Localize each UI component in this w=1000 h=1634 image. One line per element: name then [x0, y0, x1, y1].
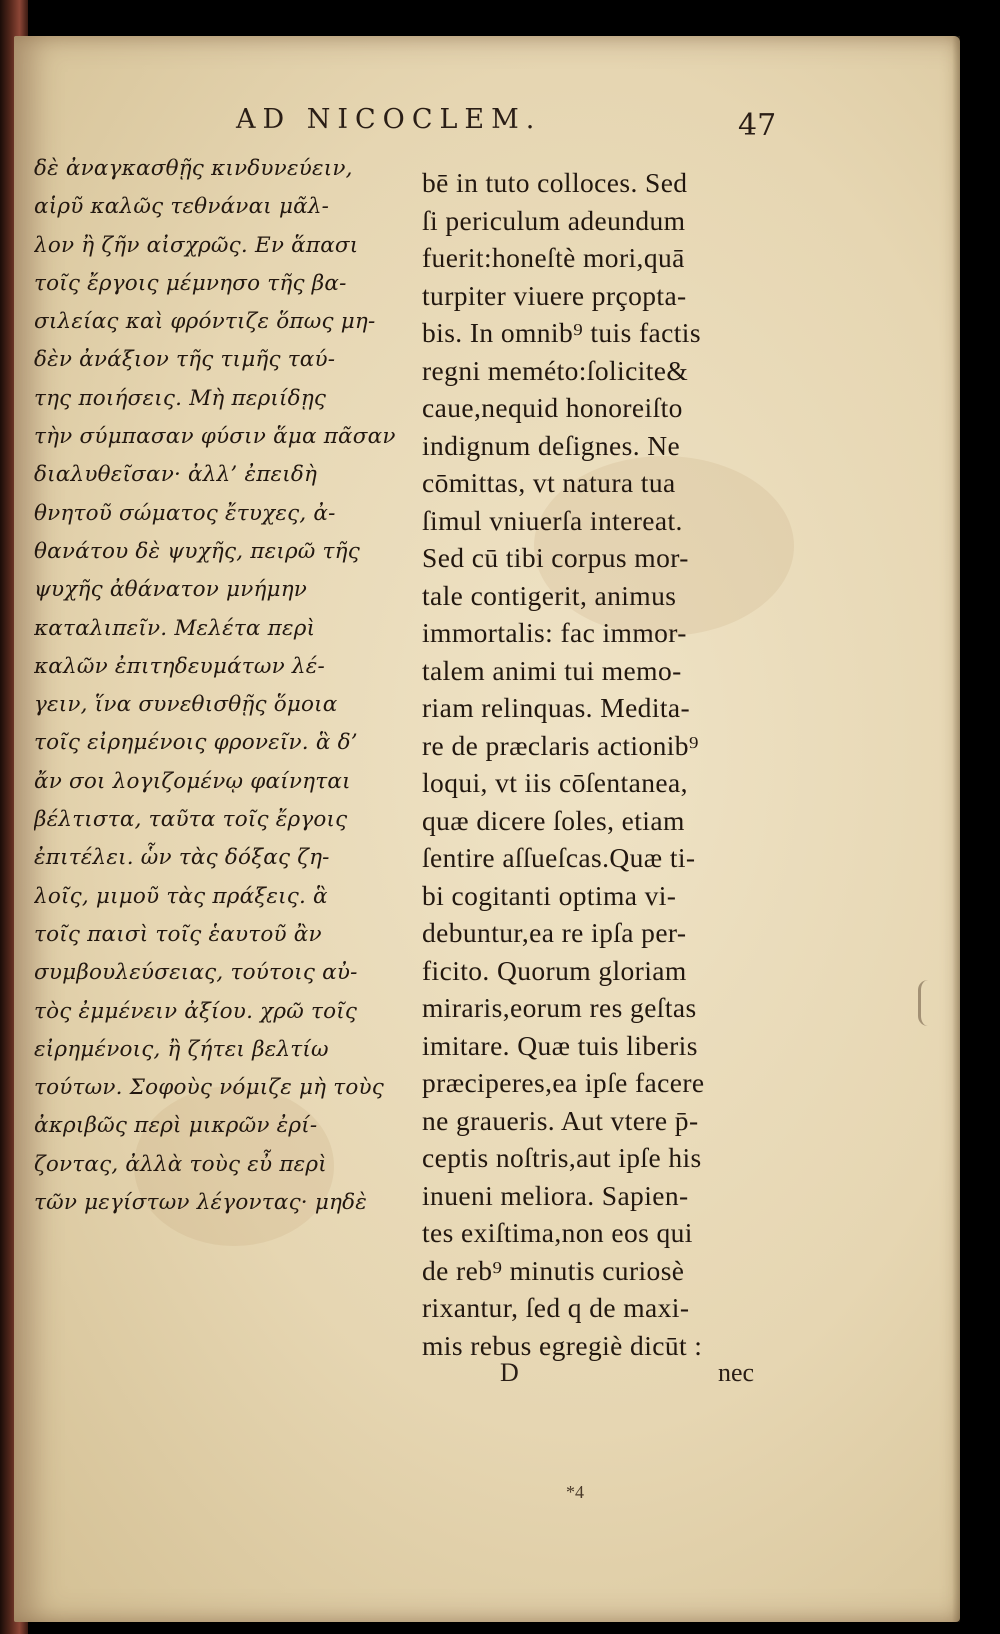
latin-text-line: bi cogitanti optima vi- [422, 879, 677, 911]
greek-text-line: τοῖς εἰρημένοις φρονεῖν. ἃ δ’ [34, 730, 358, 756]
margin-bracket-mark [918, 980, 935, 1026]
greek-text-line: γειν, ἵνα συνεθισθῇς ὅμοια [34, 692, 338, 718]
latin-text-line: indignum deſignes. Ne [422, 429, 681, 461]
greek-text-line: δὲν ἀνάξιον τῆς τιμῆς ταύ- [34, 347, 336, 373]
signature-mark: D [500, 1358, 519, 1387]
latin-text-line: ceptis noſtris,aut ipſe his [422, 1142, 702, 1173]
greek-text-line: τούτων. Σοφοὺς νόμιζε μὴ τοὺς [34, 1075, 385, 1101]
greek-text-line: θνητοῦ σώματος ἔτυχες, ἀ- [34, 500, 336, 526]
greek-text-line: καλῶν ἐπιτηδευμάτων λέ- [34, 653, 325, 679]
latin-text-line: ſentire aſſueſcas.Quæ ti- [422, 842, 696, 873]
greek-text-line: ψυχῆς ἀθάνατον μνήμην [34, 577, 308, 603]
latin-text-line: cōmittas, vt natura tua [422, 467, 676, 498]
latin-text-line: miraris,eorum res geſtas [422, 992, 697, 1023]
latin-text-line: talem animi tui memo- [422, 654, 682, 686]
greek-text-line: λοῖς, μιμοῦ τὰς πράξεις. ἃ [34, 883, 328, 909]
bottom-mark: *4 [566, 1482, 584, 1502]
latin-text-line: imitare. Quæ tuis liberis [422, 1029, 698, 1061]
greek-text-line: τὸς ἐμμένειν ἀξίου. χρῶ τοῖς [34, 998, 358, 1024]
latin-text-line: quæ dicere ſoles, etiam [422, 804, 685, 836]
latin-text-column [422, 164, 788, 1364]
latin-text-line: præciperes,ea ipſe facere [422, 1067, 705, 1098]
greek-text-line: θανάτου δὲ ψυχῆς, πειρῶ τῆς [34, 538, 360, 564]
greek-text-line: της ποιήσεις. Μὴ περιίδῃς [34, 385, 327, 411]
greek-text-line: τοῖς παισὶ τοῖς ἑαυτοῦ ἂν [34, 921, 322, 947]
latin-text-line: fuerit:honeſtè mori,quā [422, 242, 685, 273]
greek-text-line: ἐπιτέλει. ὧν τὰς δόξας ζη- [34, 845, 330, 871]
latin-text-line: rixantur, ſed q de maxi- [422, 1292, 690, 1323]
latin-text-line: turpiter viuere prçopta- [422, 279, 687, 311]
latin-text-line: immortalis: fac immor- [422, 617, 687, 648]
latin-text-line: loqui, vt iis cōſentanea, [422, 767, 688, 798]
greek-text-line: διαλυθεῖσαν· ἀλλ’ ἐπειδὴ [34, 462, 318, 488]
greek-text-line: ἄν σοι λογιζομένῳ φαίνηται [34, 768, 351, 794]
running-head [236, 104, 796, 144]
greek-text-line: δὲ ἀναγκασθῇς κινδυνεύειν, [34, 156, 353, 181]
latin-text-line: ficito. Quorum gloriam [422, 954, 687, 986]
greek-text-line: σιλείας καὶ φρόντιζε ὅπως μη- [34, 309, 376, 335]
latin-text-line: debuntur,ea re ipſa per- [422, 917, 687, 948]
catchword: nec [718, 1358, 755, 1387]
greek-text-line: εἰρημένοις, ἢ ζήτει βελτίω [34, 1036, 329, 1062]
latin-text-line: mis rebus egregiè dicūt : [422, 1329, 703, 1361]
greek-text-column [34, 150, 396, 1222]
latin-text-line: ſi periculum adeundum [422, 204, 686, 236]
page-fore-edge [952, 36, 960, 1622]
greek-text-line: καταλιπεῖν. Μελέτα περὶ [34, 615, 316, 641]
greek-text-line: βέλτιστα, ταῦτα τοῖς ἔργοις [34, 807, 348, 833]
latin-text-line: ſimul vniuerſa intereat. [422, 504, 683, 536]
latin-text-line: re de præclaris actionib⁹ [422, 729, 699, 761]
greek-text-line: λον ἢ ζῆν αἰσχρῶς. Εν ἅπασι [34, 232, 359, 258]
latin-text-line: bē in tuto colloces. Sed [422, 167, 688, 198]
running-head-title: AD NICOCLEM. [236, 104, 542, 135]
latin-text-line: tale contigerit, animus [422, 579, 677, 611]
latin-text-line: tes exiſtima,non eos qui [422, 1217, 693, 1248]
latin-text-line: ne graueris. Aut vtere p̄- [422, 1104, 699, 1136]
latin-text-line: regni meméto:ſolicite& [422, 354, 689, 386]
latin-text-line: de reb⁹ minutis curiosè [422, 1254, 685, 1286]
greek-text-line: αἱρῦ καλῶς τεθνάναι μᾶλ- [34, 194, 330, 220]
greek-text-line: τοῖς ἔργοις μέμνησο τῆς βα- [34, 270, 347, 296]
greek-text-line: ἀκριβῶς περὶ μικρῶν ἐρί- [34, 1113, 318, 1139]
latin-text-line: bis. In omnib⁹ tuis factis [422, 317, 701, 348]
page-number: 47 [738, 108, 777, 143]
greek-text-line: ζοντας, ἀλλὰ τοὺς εὖ περὶ [34, 1151, 327, 1177]
latin-text-line: inueni meliora. Sapien- [422, 1179, 689, 1211]
greek-text-line: τῶν μεγίστων λέγοντας· μηδὲ [34, 1190, 368, 1216]
greek-text-line: τὴν σύμπασαν φύσιν ἅμα πᾶσαν [34, 424, 396, 450]
latin-text-line: riam relinquas. Medita- [422, 692, 691, 723]
greek-text-line: συμβουλεύσειας, τούτοις αὐ- [34, 960, 358, 986]
latin-text-line: Sed cū tibi corpus mor- [422, 542, 689, 573]
latin-text-line: caue,nequid honoreiſto [422, 392, 683, 423]
